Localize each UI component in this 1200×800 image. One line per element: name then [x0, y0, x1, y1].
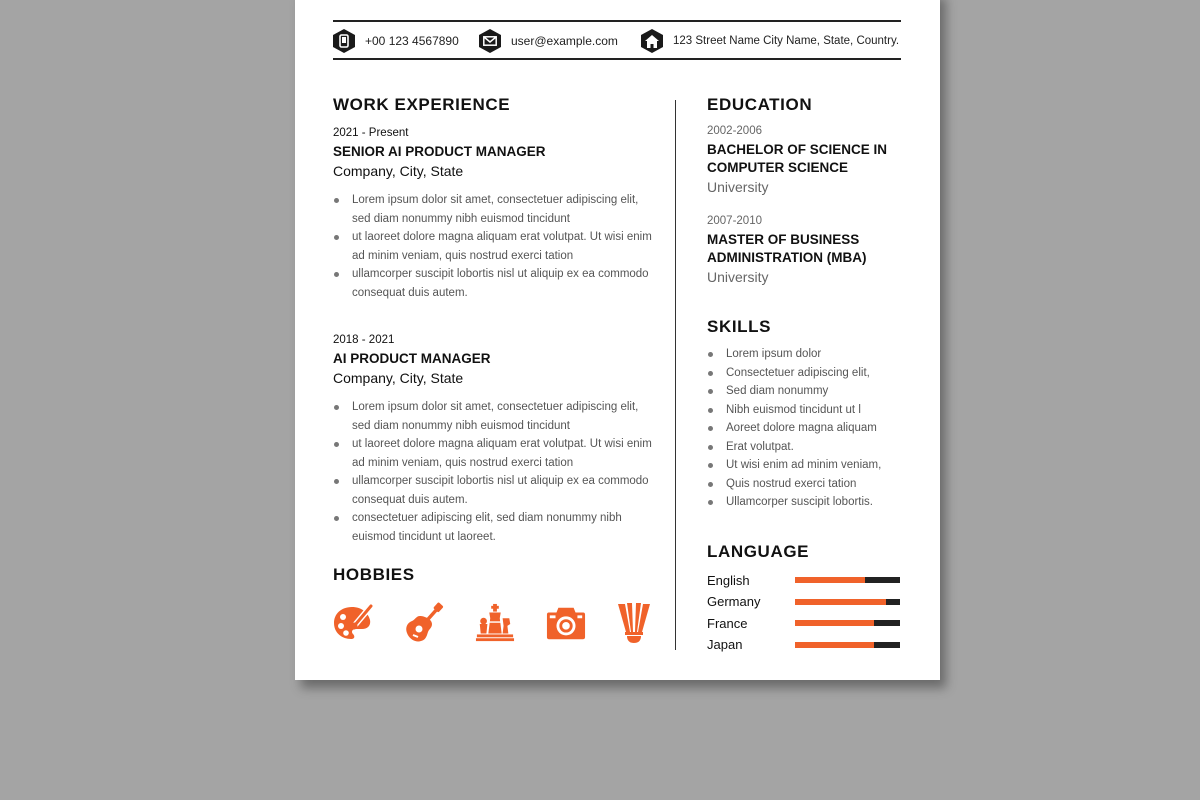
language-name: Germany: [707, 594, 761, 610]
list-item: Lorem ipsum dolor: [707, 345, 907, 364]
contact-email: [479, 28, 618, 54]
education-entry: [707, 123, 907, 197]
language-row: [707, 570, 907, 592]
language-level-fill: [795, 620, 874, 626]
address-text: 123 Street Name City Name, State, Country.: [673, 35, 900, 47]
envelope-icon: [479, 29, 501, 53]
job-company: Company, City, State: [333, 163, 464, 179]
language-level-bar: [795, 577, 900, 583]
list-item: Consectetuer adipiscing elit,: [707, 364, 907, 383]
education-date: 2007-2010: [707, 215, 762, 227]
job-entry: [333, 332, 653, 546]
list-item: ullamcorper suscipit lobortis nisl ut aliquip ex ea commodo consequat duis autem.: [333, 265, 653, 302]
contact-bar: [333, 20, 901, 60]
job-date: 2021 - Present: [333, 127, 409, 139]
skills-section: [707, 317, 907, 512]
camera-icon: [546, 601, 586, 645]
job-company: Company, City, State: [333, 370, 464, 386]
right-column: [707, 95, 907, 656]
education-date: 2002-2006: [707, 125, 762, 137]
language-name: France: [707, 615, 748, 631]
language-level-fill: [795, 577, 865, 583]
hobbies-title: HOBBIES: [333, 565, 415, 584]
list-item: Erat volutpat.: [707, 438, 907, 457]
education-school: University: [707, 269, 769, 285]
list-item: Aoreet dolore magna aliquam: [707, 419, 907, 438]
education-entry: [707, 213, 907, 287]
work-experience-title: WORK EXPERIENCE: [333, 95, 511, 114]
job-bullets: [333, 191, 653, 302]
language-section: [707, 542, 907, 656]
list-item: consectetuer adipiscing elit, sed diam nonummy nibh euismod tincidunt ut laoreet.: [333, 509, 653, 546]
skills-list: [707, 345, 907, 512]
phone-text: +00 123 4567890: [365, 34, 459, 48]
education-degree: MASTER OF BUSINESS ADMINISTRATION (MBA): [707, 232, 867, 265]
education-school: University: [707, 179, 769, 195]
list-item: ut laoreet dolore magna aliquam erat volutpat. Ut wisi enim ad minim veniam, quis nostrud exerci tation: [333, 435, 653, 472]
job-date: 2018 - 2021: [333, 334, 395, 346]
list-item: ut laoreet dolore magna aliquam erat volutpat. Ut wisi enim ad minim veniam, quis nostrud exerci tation: [333, 228, 653, 265]
chess-icon: [475, 601, 515, 645]
email-text: user@example.com: [511, 34, 618, 48]
language-level-fill: [795, 599, 886, 605]
list-item: Sed diam nonummy: [707, 382, 907, 401]
list-item: ullamcorper suscipit lobortis nisl ut aliquip ex ea commodo consequat duis autem.: [333, 472, 653, 509]
left-column: [333, 95, 653, 546]
hobby-icons: [333, 601, 653, 645]
language-row: [707, 634, 907, 656]
list-item: Nibh euismod tincidunt ut l: [707, 401, 907, 420]
job-title: SENIOR AI PRODUCT MANAGER: [333, 144, 546, 159]
list-item: Ut wisi enim ad minim veniam,: [707, 456, 907, 475]
language-row: [707, 613, 907, 635]
job-bullets: [333, 398, 653, 546]
language-name: English: [707, 572, 750, 588]
resume-page: [295, 0, 940, 680]
column-divider: [675, 100, 676, 650]
painting-palette-icon: [333, 601, 373, 645]
contact-address: [641, 28, 899, 54]
education-title: EDUCATION: [707, 95, 813, 114]
language-name: Japan: [707, 637, 743, 653]
language-level-bar: [795, 620, 900, 626]
hobbies-section: [333, 565, 653, 645]
language-level-bar: [795, 599, 900, 605]
contact-phone: [333, 28, 459, 54]
language-row: [707, 591, 907, 613]
list-item: Quis nostrud exerci tation: [707, 475, 907, 494]
language-list: [707, 570, 907, 656]
list-item: Lorem ipsum dolor sit amet, consectetuer adipiscing elit, sed diam nonummy nibh euismod tincidunt: [333, 191, 653, 228]
list-item: Ullamcorper suscipit lobortis.: [707, 493, 907, 512]
guitar-icon: [404, 601, 444, 645]
phone-icon: [333, 29, 355, 53]
language-level-bar: [795, 642, 900, 648]
education-degree: BACHELOR OF SCIENCE IN COMPUTER SCIENCE: [707, 142, 888, 175]
language-title: LANGUAGE: [707, 541, 810, 561]
home-icon: [641, 29, 663, 53]
job-entry: [333, 125, 653, 302]
shuttlecock-icon: [617, 601, 651, 645]
job-title: AI PRODUCT MANAGER: [333, 351, 491, 366]
skills-title: SKILLS: [707, 317, 772, 336]
language-level-fill: [795, 642, 874, 648]
list-item: Lorem ipsum dolor sit amet, consectetuer adipiscing elit, sed diam nonummy nibh euismod tincidunt: [333, 398, 653, 435]
